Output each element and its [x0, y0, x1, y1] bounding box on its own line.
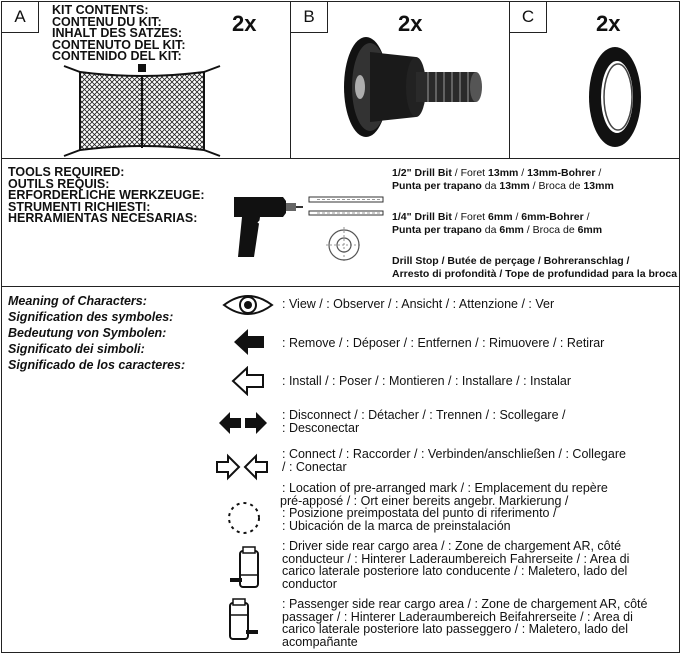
symbol-driver-line: : Driver side rear cargo area / : Zone de chargement AR, côté: [282, 539, 622, 553]
connect-arrows-icon: [215, 453, 269, 481]
kit-item-b: [290, 1, 510, 159]
meaning-heading-en: Meaning of Characters:: [8, 294, 147, 308]
symbol-view-text: : View / : Observer / : Ansicht / : Attenzione / : Ver: [282, 297, 555, 311]
cargo-net-icon: [62, 62, 222, 160]
tools-heading-fr: OUTILS REQUIS:: [8, 176, 110, 191]
meaning-heading-es: Significado de los caracteres:: [8, 358, 186, 372]
symbols-section: [1, 286, 680, 653]
symbol-driver-text: [282, 540, 677, 590]
tools-heading-es: HERRAMIENTAS NECESARIAS:: [8, 211, 198, 225]
symbol-connect-line: : Connect / : Raccorder / : Verbinden/anschließen / : Collegare: [282, 447, 626, 461]
kit-qty-b: 2x: [398, 11, 423, 36]
symbol-passenger-line: carico laterale posteriore lato passeggero / : Maletero, lado del: [282, 622, 629, 636]
kit-letter-b: B: [291, 2, 328, 33]
symbol-install-text: : Install / : Poser / : Montieren / : Installare / : Instalar: [282, 374, 572, 388]
passenger-side-vehicle-icon: [222, 597, 258, 645]
washer-icon: [585, 42, 645, 152]
tools-section: [1, 158, 680, 287]
kit-heading-fr: CONTENU DU KIT:: [52, 14, 162, 29]
kit-letter-c: C: [510, 2, 547, 33]
symbol-passenger-text: [282, 598, 677, 648]
kit-item-c: [509, 1, 680, 159]
tools-heading-en: TOOLS REQUIRED:: [8, 165, 125, 179]
symbol-remove-text: : Remove / : Déposer / : Entfernen / : Rimuovere / : Retirar: [282, 336, 605, 350]
symbol-disconnect-line: : Desconectar: [282, 420, 360, 435]
mounting-bolt-icon: [336, 32, 506, 142]
symbol-passenger-line: : Passenger side rear cargo area / : Zone de chargement AR, côté: [282, 597, 648, 611]
bit-6mm-info: 1/4" Drill Bit / Foret 6mm / 6mm-Bohrer / Punta per trapano da 6mm / Broca de 6mm: [392, 211, 603, 236]
symbol-disconnect-line: : Disconnect / : Détacher / : Trennen / : Scollegare /: [282, 408, 566, 422]
solid-arrow-left-icon: [232, 327, 266, 357]
tools-heading: [8, 167, 205, 225]
meaning-heading: [8, 293, 185, 373]
outline-arrow-left-icon: [231, 366, 265, 396]
kit-heading-en: KIT CONTENTS:: [52, 3, 149, 17]
dashed-circle-icon: [226, 500, 262, 536]
symbol-passenger-line: passager / : Hinterer Laderaumbereich Beifahrerseite / : Area di: [282, 609, 633, 624]
bit-13mm-info: 1/2" Drill Bit / Foret 13mm / 13mm-Bohrer / Punta per trapano da 13mm / Broca de 13mm: [392, 167, 614, 192]
kit-letter-a: A: [2, 2, 39, 33]
drill-bits-icon: [307, 193, 387, 223]
drill-stop-icon: [324, 225, 364, 265]
kit-contents-heading: [52, 5, 186, 63]
symbol-passenger-line: acompañante: [282, 634, 358, 649]
disconnect-arrows-icon: [217, 409, 269, 437]
symbol-connect-line: / : Conectar: [282, 459, 347, 474]
symbol-mark-text: [282, 482, 677, 532]
symbol-mark-line: pré-apposé / : Ort einer bereits angebr. Markierung /: [280, 493, 569, 508]
symbol-mark-line: : Ubicación de la marca de preinstalación: [282, 518, 511, 533]
kit-heading-de: INHALT DES SATZES:: [52, 26, 183, 40]
kit-qty-a: 2x: [232, 11, 257, 36]
drill-stop-info: Drill Stop / Butée de perçage / Bohreranschlag / Arresto di profondità / Tope de profundidad para la broca: [392, 255, 678, 280]
drill-icon: [228, 189, 303, 264]
meaning-heading-fr: Signification des symboles:: [8, 310, 174, 324]
tools-heading-it: STRUMENTI RICHIESTI:: [8, 199, 151, 214]
kit-heading-es: CONTENIDO DEL KIT:: [52, 49, 182, 63]
eye-icon: [222, 291, 274, 319]
driver-side-vehicle-icon: [230, 545, 266, 593]
kit-qty-c: 2x: [596, 11, 621, 36]
meaning-heading-de: Bedeutung von Symbolen:: [8, 326, 167, 340]
symbol-mark-line: : Posizione preimpostata del punto di riferimento /: [282, 506, 557, 520]
symbol-mark-line: : Location of pre-arranged mark / : Emplacement du repère: [282, 481, 608, 495]
symbol-driver-line: conducteur / : Hinterer Laderaumbereich Fahrerseite / : Area di: [282, 551, 630, 566]
symbol-disconnect-text: [282, 409, 677, 434]
symbol-driver-line: carico laterale posteriore lato conducente / : Maletero, lado del: [282, 564, 628, 578]
meaning-heading-it: Significato dei simboli:: [8, 342, 145, 356]
symbol-connect-text: [282, 448, 677, 473]
tools-heading-de: ERFORDERLICHE WERKZEUGE:: [8, 188, 205, 202]
symbol-driver-line: conductor: [282, 576, 337, 591]
kit-item-a: [1, 1, 291, 159]
kit-heading-it: CONTENUTO DEL KIT:: [52, 37, 186, 52]
